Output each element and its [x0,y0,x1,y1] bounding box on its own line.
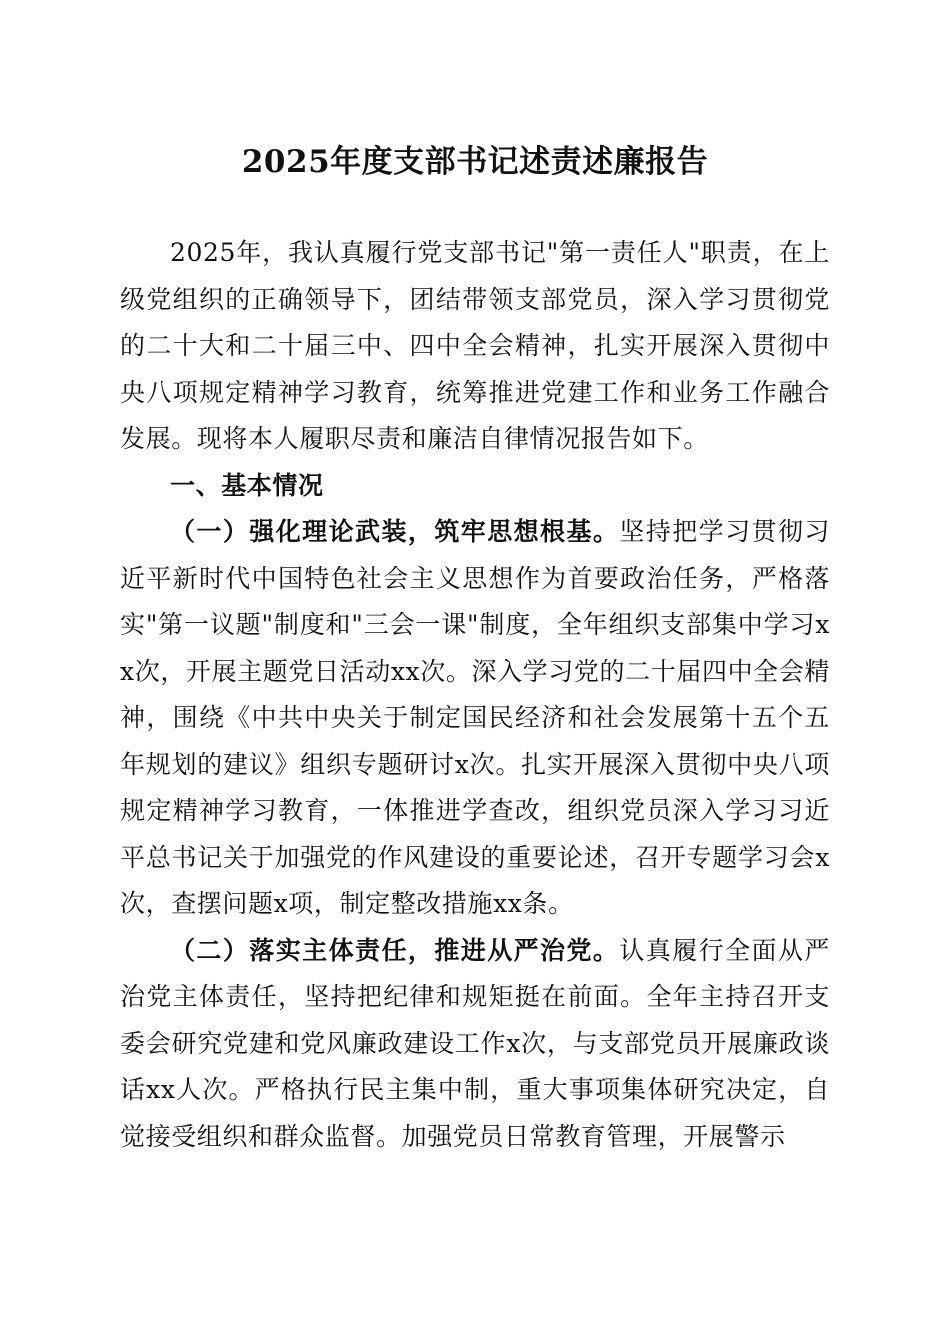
item-2-text: 认真履行全面从严治党主体责任，坚持把纪律和规矩挺在前面。全年主持召开支委会研究党建和党风廉政建设工作x次，与支部党员开展廉政谈话xx人次。严格执行民主集中制，重大事项集体研究决定，自觉接受组织和群众监督。加强党员日常教育管理，开展警示 [120,935,830,1151]
intro-paragraph: 2025年，我认真履行党支部书记"第一责任人"职责，在上级党组织的正确领导下，团结带领支部党员，深入学习贯彻党的二十大和二十届三中、四中全会精神，扎实开展深入贯彻中央八项规定精神学习教育，统筹推进党建工作和业务工作融合发展。现将本人履职尽责和廉洁自律情况报告如下。 [120,238,830,453]
item-2-lead: （二）落实主体责任，推进从严治党。 [170,935,620,965]
item-1-text: 坚持把学习贯彻习近平新时代中国特色社会主义思想作为首要政治任务，严格落实"第一议题"制度和"三会一课"制度，全年组织支部集中学习xx次，开展主题党日活动xx次。深入学习党的二十届四中全会精神，围绕《中共中央关于制定国民经济和社会发展第十五个五年规划的建议》组织专题研讨x次。扎实开展深入贯彻中央八项规定精神学习教育，一体推进学查改，组织党员深入学习习近平总书记关于加强党的作风建设的重要论述，召开专题学习会x次，查摆问题x项，制定整改措施xx条。 [120,517,830,918]
item-1-paragraph [120,509,830,928]
document-body [120,230,830,1160]
item-2-paragraph [120,928,830,1161]
document-title: 2025年度支部书记述责述廉报告 [241,144,709,180]
section-heading-basic-situation: 一、基本情况 [170,470,324,500]
item-1-lead: （一）强化理论武装，筑牢思想根基。 [170,517,620,546]
